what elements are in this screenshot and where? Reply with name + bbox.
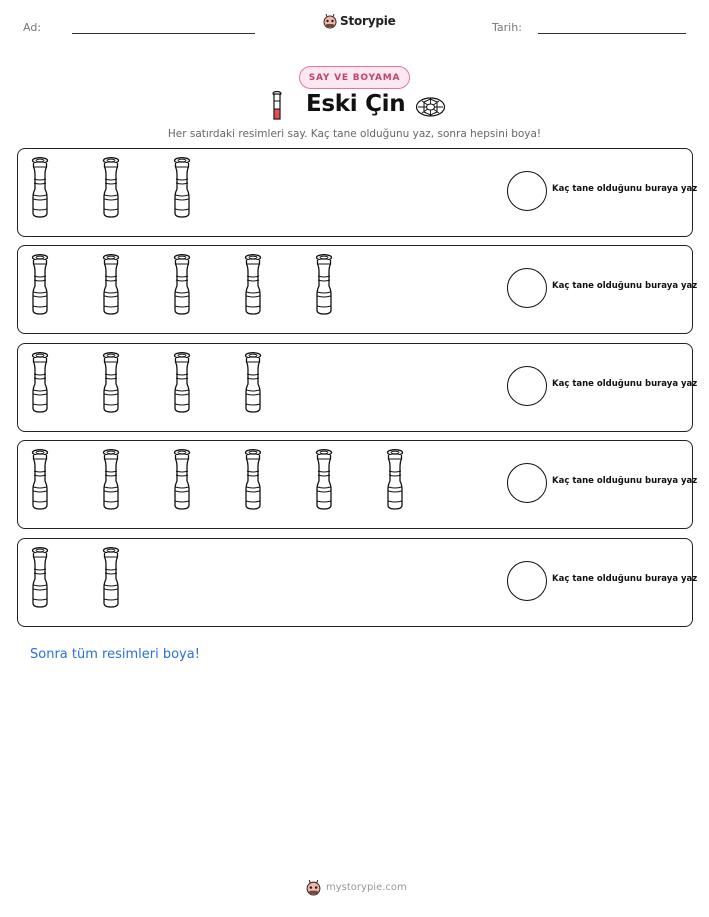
bamboo-scroll-icon[interactable] <box>172 449 192 515</box>
activity-badge: SAY VE BOYAMA <box>299 66 410 89</box>
instructions: Her satırdaki resimleri say. Kaç tane olduğunu yaz, sonra hepsini boya! <box>167 128 542 140</box>
bamboo-scroll-icon[interactable] <box>385 449 405 515</box>
bamboo-scroll-icon[interactable] <box>243 254 263 320</box>
brand-logo <box>323 13 396 29</box>
bamboo-scroll-icon[interactable] <box>101 547 121 613</box>
bamboo-scroll-icon[interactable] <box>30 449 50 515</box>
count-row-5 <box>17 538 698 627</box>
answer-circle[interactable] <box>507 268 547 308</box>
bamboo-scroll-icon[interactable] <box>101 157 121 223</box>
name-line[interactable] <box>72 33 255 34</box>
bamboo-scroll-icon[interactable] <box>30 547 50 613</box>
answer-circle[interactable] <box>507 463 547 503</box>
bamboo-scroll-icon[interactable] <box>101 449 121 515</box>
answer-label: Kaç tane olduğunu buraya yaz <box>552 184 698 194</box>
answer-circle[interactable] <box>507 366 547 406</box>
bamboo-scroll-icon[interactable] <box>314 449 334 515</box>
bamboo-scroll-icon[interactable] <box>172 254 192 320</box>
color-instruction: Sonra tüm resimleri boya! <box>30 647 200 662</box>
brand-name: Storypie <box>340 14 396 28</box>
answer-label: Kaç tane olduğunu buraya yaz <box>552 281 698 291</box>
bamboo-scroll-icon[interactable] <box>172 157 192 223</box>
bamboo-scroll-icon <box>272 91 282 121</box>
answer-label: Kaç tane olduğunu buraya yaz <box>552 476 698 486</box>
answer-label: Kaç tane olduğunu buraya yaz <box>552 379 698 389</box>
title-row <box>0 90 709 124</box>
name-label: Ad: <box>23 21 42 34</box>
turtle-shell-icon <box>415 94 446 118</box>
footer-site <box>306 879 407 896</box>
date-label: Tarih: <box>492 21 522 34</box>
date-line[interactable] <box>538 33 686 34</box>
bamboo-scroll-icon[interactable] <box>314 254 334 320</box>
bamboo-scroll-icon[interactable] <box>30 157 50 223</box>
storypie-mascot-icon <box>323 13 337 29</box>
count-row-1 <box>17 148 698 237</box>
bamboo-scroll-icon[interactable] <box>243 449 263 515</box>
bamboo-scroll-icon[interactable] <box>101 352 121 418</box>
count-row-2 <box>17 245 698 334</box>
count-row-3 <box>17 343 698 432</box>
answer-circle[interactable] <box>507 171 547 211</box>
bamboo-scroll-icon[interactable] <box>243 352 263 418</box>
answer-label: Kaç tane olduğunu buraya yaz <box>552 574 698 584</box>
page-title: Eski Çin <box>306 91 406 117</box>
bamboo-scroll-icon[interactable] <box>30 254 50 320</box>
bamboo-scroll-icon[interactable] <box>172 352 192 418</box>
bamboo-scroll-icon[interactable] <box>30 352 50 418</box>
site-url: mystorypie.com <box>326 882 407 893</box>
count-row-4 <box>17 440 698 529</box>
answer-circle[interactable] <box>507 561 547 601</box>
bamboo-scroll-icon[interactable] <box>101 254 121 320</box>
storypie-mascot-icon <box>306 879 321 896</box>
